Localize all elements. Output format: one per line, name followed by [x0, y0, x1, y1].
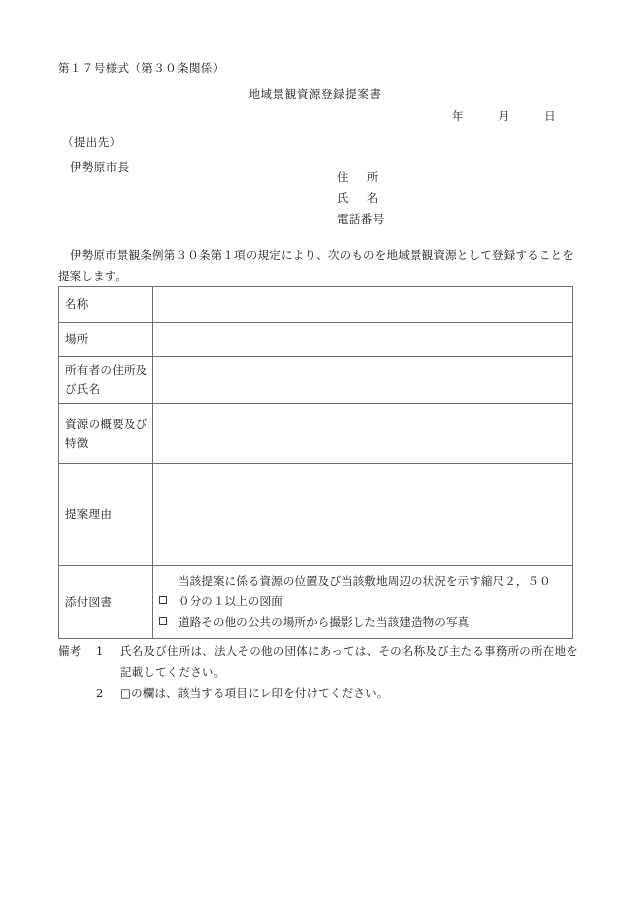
- applicant-name-label-2: 名: [366, 191, 379, 205]
- applicant-address-row: [337, 167, 385, 188]
- row-label-place: 場所: [59, 323, 153, 357]
- row-label-owner: 所有者の住所及び氏名: [59, 357, 153, 404]
- page-title: 地域景観資源登録提案書: [248, 87, 382, 101]
- row-value-name[interactable]: [153, 287, 573, 323]
- row-value-attachments: [153, 566, 573, 639]
- list-item[interactable]: [159, 571, 566, 611]
- table-row: [59, 287, 573, 323]
- attachment-checkbox-list: [159, 571, 566, 632]
- list-item: [58, 683, 578, 704]
- row-label-reason: 提案理由: [59, 464, 153, 566]
- submit-to-label: （提出先）: [62, 135, 122, 149]
- applicant-name-label: 氏: [337, 191, 349, 205]
- intro-paragraph: 伊勢原市景観条例第３０条第１項の規定により、次のものを地域景観資源として登録することを提案します。: [58, 248, 574, 283]
- table-row: [59, 357, 573, 404]
- list-item: [58, 641, 578, 683]
- attachment-item-2-label: 道路その他の公共の場所から撮影した当該建造物の写真: [178, 615, 470, 629]
- notes-label: 備考: [58, 644, 82, 658]
- row-label-summary: 資源の概要及び特徴: [59, 404, 153, 464]
- note-1-text: 氏名及び住所は、法人その他の団体にあっては、その名称及び主たる事務所の所在地を記載してください。: [120, 644, 578, 679]
- table-row: [59, 404, 573, 464]
- date-year-label: 年: [452, 109, 464, 123]
- row-value-reason[interactable]: [153, 464, 573, 566]
- date-month-label: 月: [498, 109, 510, 123]
- applicant-name-row: [337, 188, 385, 209]
- notes-section: [58, 641, 578, 704]
- applicant-address-label-2: 所: [366, 170, 379, 184]
- notes-list: [58, 641, 578, 704]
- note-2-number: 2: [96, 686, 104, 700]
- note-2-text: □の欄は、該当する項目にレ印を付けてください。: [120, 686, 389, 700]
- table-row: [59, 464, 573, 566]
- checkbox-icon[interactable]: [159, 617, 167, 625]
- date-day-label: 日: [544, 109, 556, 123]
- row-label-name: 名称: [59, 287, 153, 323]
- row-value-place[interactable]: [153, 323, 573, 357]
- table-row: [59, 323, 573, 357]
- row-value-summary[interactable]: [153, 404, 573, 464]
- submit-to-value: 伊勢原市長: [70, 160, 130, 174]
- table-row: [59, 566, 573, 639]
- applicant-phone-label: 電話番号: [337, 212, 385, 226]
- date-line: [452, 108, 556, 124]
- note-1-number: 1: [96, 644, 104, 658]
- form-number: 第１７号様式（第３０条関係）: [58, 61, 225, 75]
- proposal-table: [58, 286, 573, 639]
- applicant-address-label: 住: [337, 170, 349, 184]
- applicant-block: [337, 167, 385, 230]
- applicant-phone-row: [337, 209, 385, 230]
- checkbox-icon[interactable]: [159, 596, 167, 604]
- row-value-owner[interactable]: [153, 357, 573, 404]
- row-label-attachments: 添付図書: [59, 566, 153, 639]
- list-item[interactable]: [159, 612, 566, 632]
- attachment-item-1-label: 当該提案に係る資源の位置及び当該敷地周辺の状況を示す縮尺２，５００分の１以上の図面: [178, 574, 551, 608]
